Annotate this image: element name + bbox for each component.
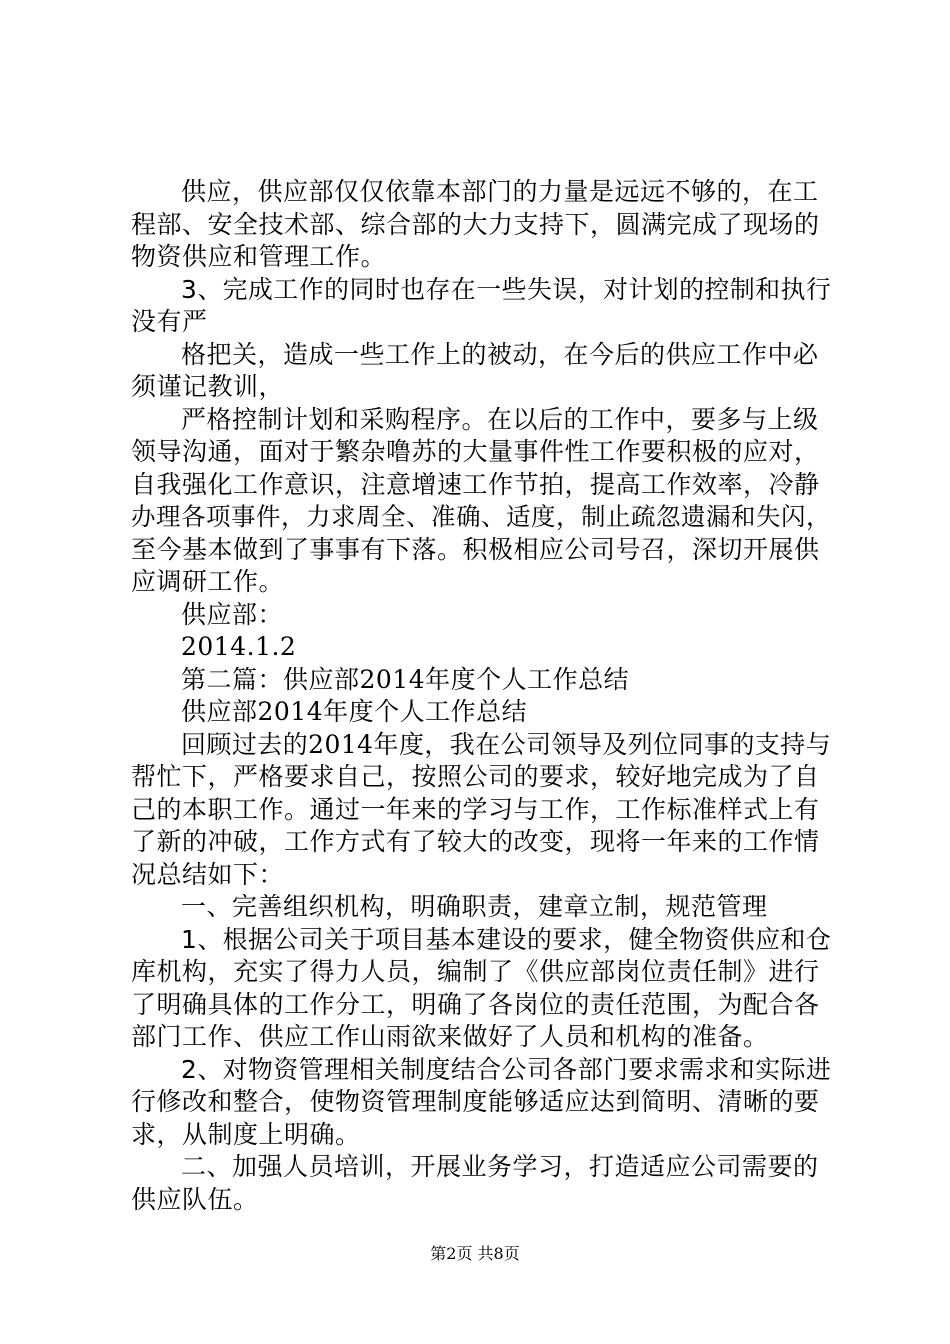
document-body [131, 176, 831, 1216]
text-line: 帮忙下，严格要求自己，按照公司的要求，较好地完成为了自 [131, 762, 820, 791]
text-line: 二、加强人员培训，开展业务学习，打造适应公司需要的 [181, 1152, 819, 1181]
text-line: 应调研工作。 [131, 567, 285, 596]
text-line: 1、根据公司关于项目基本建设的要求，健全物资供应和仓 [181, 924, 832, 954]
text-line: 3、完成工作的同时也存在一些失误，对计划的控制和执行 [181, 274, 832, 304]
text-line: 2、对物资管理相关制度结合公司各部门要求需求和实际进 [181, 1054, 832, 1084]
text-line: 供应部： [181, 599, 284, 629]
text-line: 了明确具体的工作分工，明确了各岗位的责任范围，为配合各 [131, 989, 820, 1019]
text-line: 第二篇：供应部2014年度个人工作总结 [181, 664, 630, 694]
text-line: 行修改和整合，使物资管理制度能够适应达到简明、清晰的要 [131, 1087, 820, 1116]
text-line: 格把关，造成一些工作上的被动，在今后的供应工作中必 [181, 339, 819, 369]
text-line: 须谨记教训， [131, 372, 285, 401]
text-line: 部门工作、供应工作山雨欲来做好了人员和机构的准备。 [131, 1022, 769, 1051]
text-line: 供应，供应部仅仅依靠本部门的力量是远远不够的，在工 [181, 177, 819, 206]
text-line: 严格控制计划和采购程序。在以后的工作中，要多与上级 [181, 404, 819, 434]
text-line: 求，从制度上明确。 [131, 1119, 361, 1149]
text-line: 供应队伍。 [131, 1184, 259, 1214]
text-line: 一、完善组织机构，明确职责，建章立制，规范管理 [181, 892, 768, 921]
text-line: 己的本职工作。通过一年来的学习与工作，工作标准样式上有 [131, 794, 820, 824]
text-line: 程部、安全技术部、综合部的大力支持下，圆满完成了现场的 [131, 209, 820, 239]
text-line: 库机构，充实了得力人员，编制了《供应部岗位责任制》进行 [131, 957, 820, 986]
text-line: 2014.1.2 [181, 632, 297, 661]
text-line: 至今基本做到了事事有下落。积极相应公司号召，深切开展供 [131, 534, 820, 564]
text-line: 供应部2014年度个人工作总结 [181, 697, 528, 726]
page-footer: 第2页 共8页 [430, 1244, 520, 1263]
text-line: 了新的冲破，工作方式有了较大的改变，现将一年来的工作情 [131, 827, 820, 856]
text-line: 物资供应和管理工作。 [131, 242, 387, 271]
text-line: 没有严 [131, 307, 208, 336]
text-line: 办理各项事件，力求周全、准确、适度，制止疏忽遗漏和失闪， [131, 502, 831, 531]
text-line: 领导沟通，面对于繁杂噜苏的大量事件性工作要积极的应对， [131, 437, 820, 466]
text-line: 况总结如下： [131, 859, 285, 889]
text-line: 自我强化工作意识，注意增速工作节拍，提高工作效率，冷静 [131, 469, 820, 499]
text-line: 回顾过去的2014年度，我在公司领导及列位同事的支持与 [181, 729, 832, 759]
